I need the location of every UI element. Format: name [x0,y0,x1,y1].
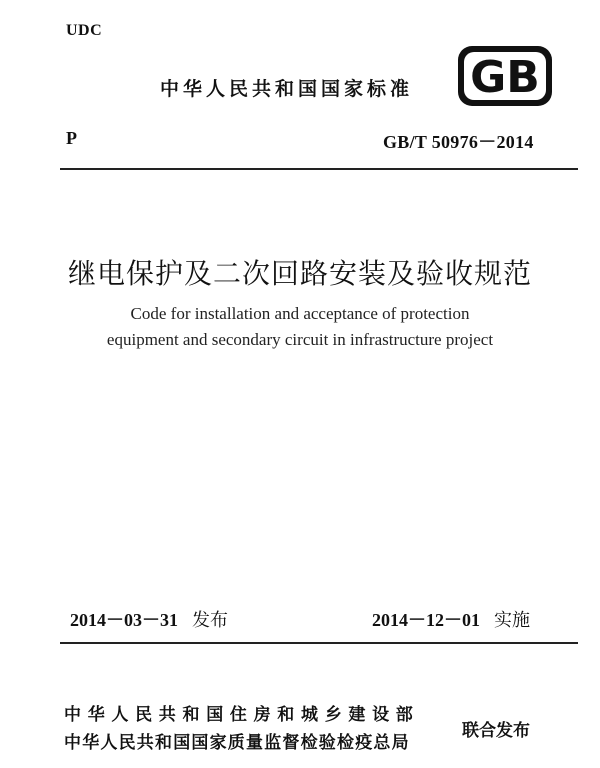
header-divider [60,168,578,170]
joint-issue-label: 联合发布 [462,721,530,741]
issue-date-block [70,606,228,632]
footer-divider [60,642,578,644]
national-standard-label: 中华人民共和国国家标准 [160,78,414,100]
implement-date: 2014－12－01 [372,610,480,630]
implement-date-block [372,606,530,632]
issuer-ministry: 中华人民共和国住房和城乡建设部 [64,705,420,725]
title-english-line1: Code for installation and acceptance of protection [130,304,470,323]
udc-label: UDC [66,22,103,39]
implement-label: 实施 [494,610,530,631]
issuer-aqsiq: 中华人民共和国国家质量监督检验检疫总局 [64,733,410,753]
gb-logo [456,44,554,108]
issue-date: 2014－03－31 [70,610,178,630]
standard-number: GB/T 50976－2014 [383,132,534,152]
title-english-line2: equipment and secondary circuit in infrastructure project [106,330,494,349]
issue-label: 发布 [192,610,228,631]
classification-code: P [66,128,77,148]
title-chinese: 继电保护及二次回路安装及验收规范 [67,257,532,290]
gb-logo-text: GB [470,52,540,103]
